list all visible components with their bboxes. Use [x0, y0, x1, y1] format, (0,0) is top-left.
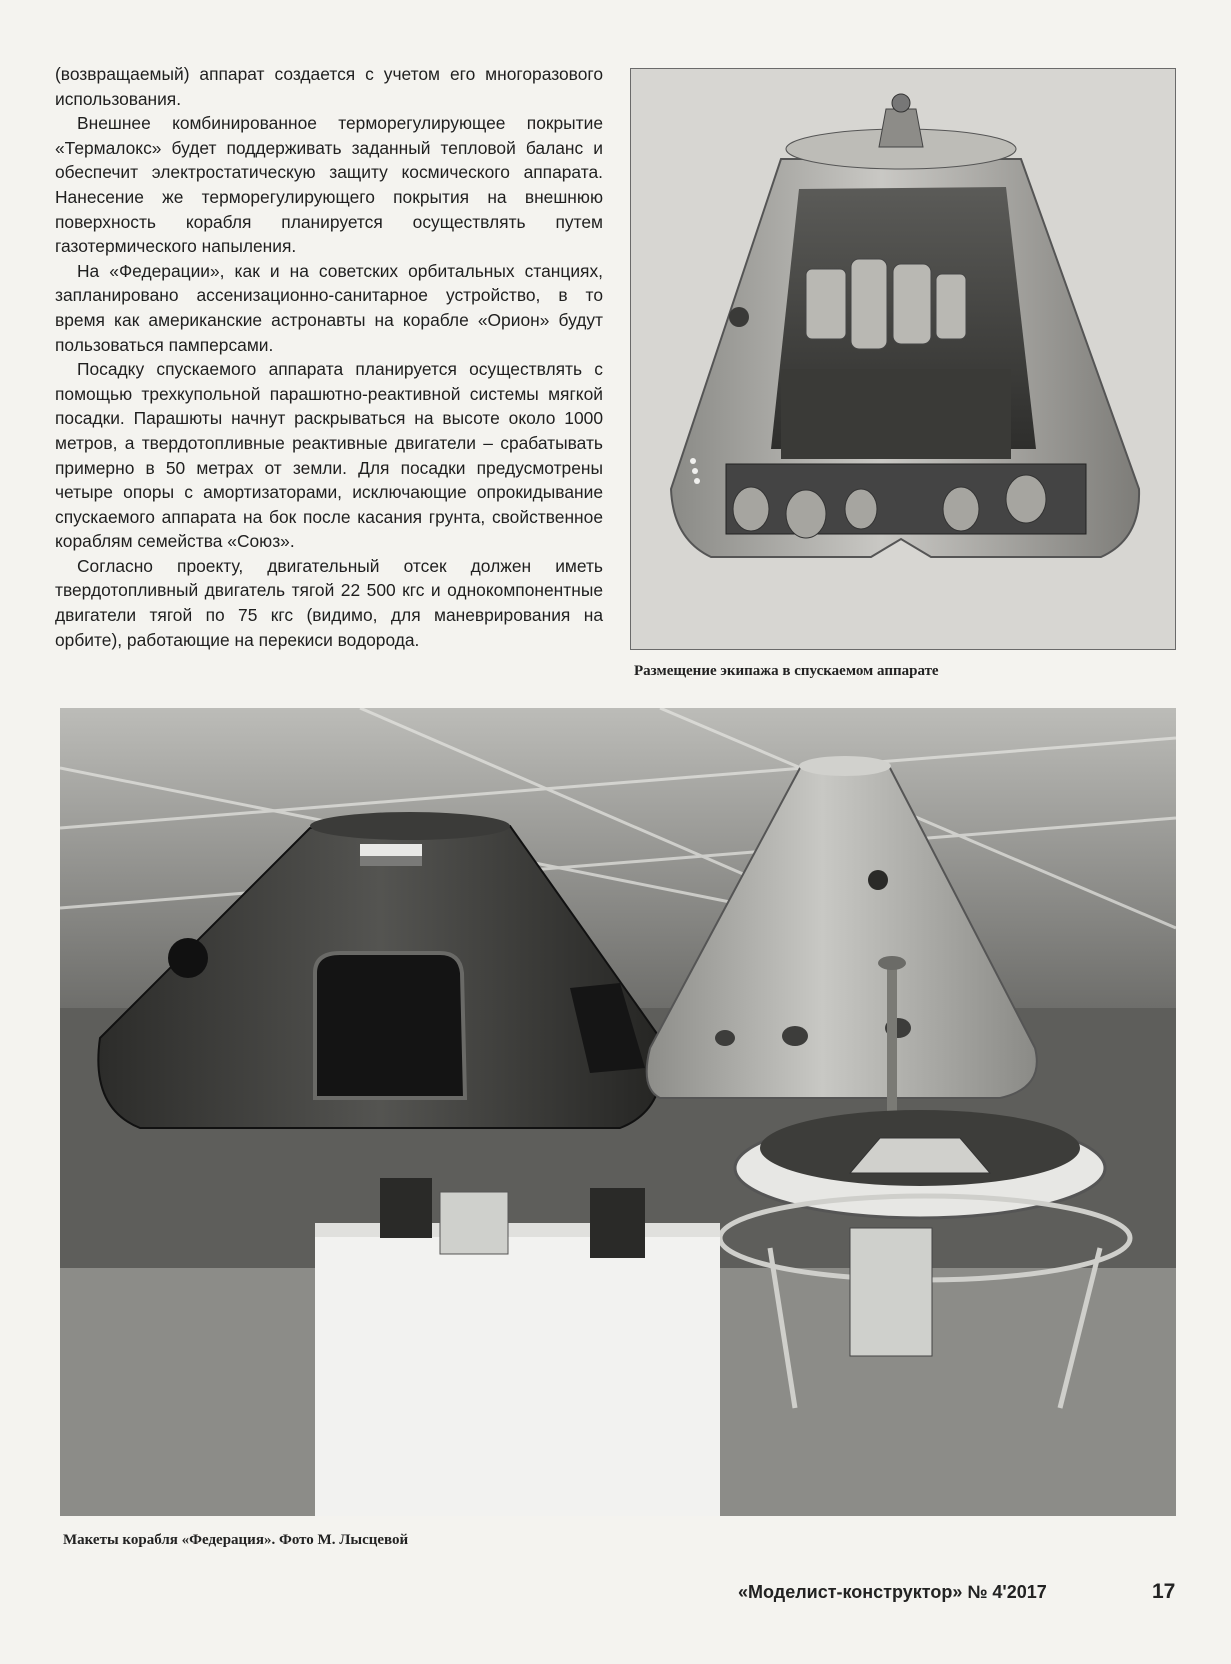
exhibition-photo	[60, 708, 1176, 1516]
article-text	[55, 62, 603, 652]
article-paragraph: (возвращаемый) аппарат создается с учетом его многоразового использования.	[55, 64, 603, 109]
figure-caption: Макеты корабля «Федерация». Фото М. Лысцевой	[63, 1532, 409, 1548]
page-number: 17	[1152, 1580, 1176, 1603]
article-paragraph: Внешнее комбинированное терморегулирующее покрытие «Термалокс» будет поддерживать заданный тепловой баланс и обеспечит электростатическую защиту космического аппарата. Нанесение же терморегулирующего покрытия на внешнюю поверхность корабля планируется осуществлять путем газотермического напыления.	[55, 113, 603, 257]
article-paragraph: Согласно проекту, двигательный отсек должен иметь твердотопливный двигатель тягой 22 500 кгс и однокомпонентные двигатели тягой по 75 кгс (видимо, для маневрирования на орбите), работающие на перекиси водорода.	[55, 555, 603, 650]
article-paragraph: На «Федерации», как и на советских орбитальных станциях, запланировано ассенизационно-санитарное устройство, в то время как американские астронавты на корабле «Орион» будут пользоваться памперсами.	[55, 260, 603, 355]
article-paragraph: Посадку спускаемого аппарата планируется осуществлять с помощью трехкупольной парашютно-реактивной системы мягкой посадки. Парашюты начнут раскрываться на высоте около 1000 метров, а твердотопливные реактивные двигатели – срабатывать примерно в 50 метрах от земли. Для посадки предусмотрены четыре опоры с амортизаторами, исключающие опрокидывание спускаемого аппарата на бок после касания грунта, свойственное кораблям семейства «Союз».	[55, 359, 603, 552]
magazine-footer: «Моделист-конструктор» № 4'2017	[738, 1582, 1047, 1602]
capsule-cutaway-illustration	[630, 68, 1176, 650]
figure-caption: Размещение экипажа в спускаемом аппарате	[634, 663, 939, 679]
